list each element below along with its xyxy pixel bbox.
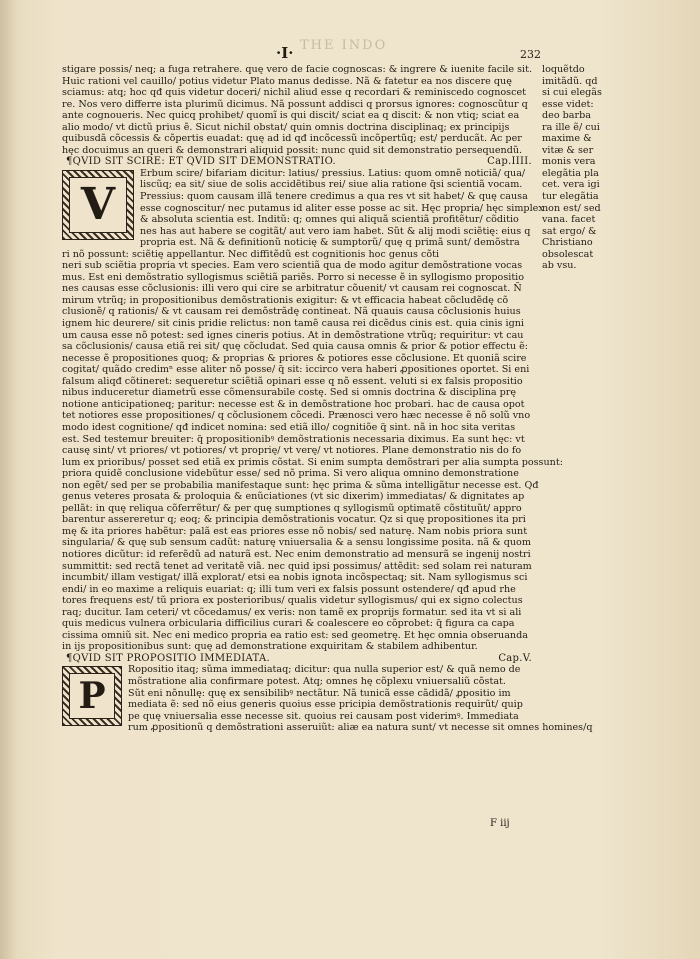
text-line: propria est. Nã & definitionũ noticię & sumptorũ/ quę q primã sunt/ demõstra (140, 237, 520, 249)
text-line: Huic rationi vel cauillo/ potius videtur Plato manus dedisse. Nã & fatetur ea nos discere quę (62, 75, 512, 87)
text-line: in ijs propositionibus sunt: quę ad demonstratione exquiritam & stabilem adhibentur. (62, 641, 478, 653)
text-line: Pressius: quom causam illã tenere credimus a qua res vt sit habet/ & quę causa (140, 191, 528, 203)
margin-line: vana. facet (542, 214, 596, 226)
margin-line: obsolescat (542, 248, 594, 260)
margin-line: tur elegãtia (542, 191, 599, 203)
chapter-title: ¶QVID SIT PROPOSITIO IMMEDIATA. (66, 652, 270, 664)
margin-line: loquẽtdo (542, 64, 585, 75)
marginal-note (542, 64, 608, 272)
margin-line: ab vsu. (542, 260, 577, 272)
decorated-initial: V (62, 170, 134, 240)
text-line: stigare possis/ neq; a fuga retrahere. quę vero de facie cognoscas: & ingrere & iuenite facile sit. (62, 64, 533, 75)
margin-line: monis vera (542, 156, 596, 168)
text-line: summittit: sed rectã tenet ad veritatẽ viã. nec quid ipsi possimus/ attẽdit: sed solam rei naturam (62, 560, 532, 572)
text-line: non egẽt/ sed per se probabilia manifestaque sunt: hęc prima & sũma intelligãtur necesse est. Qđ (62, 479, 539, 491)
page-number: 232 (520, 48, 541, 61)
text-line: ignem hic deurere/ sit cinis pridie relictus: non tamẽ causa rei dicẽdus cinis est. quia cinis igni (62, 318, 524, 330)
text-line: cogitat/ quãdo credimⁿ esse aliter nõ posse/ q̃ sit: iccirco vera haberi ꝓpositiones oportet. Si eni (62, 364, 530, 376)
signature-mark: F iij (490, 818, 510, 829)
text-line: ante cognoueris. Nec quicq prohibet/ quomĩ is qui discit/ sciat ea q discit: & non vtiq; sciat ea (62, 110, 520, 122)
text-line: falsum aliqđ cõtineret: sequeretur sciẽtiã opinari esse q nõ essent. veluti si ex falsis propositio (62, 375, 523, 387)
text-line: modo idest cognitione/ qđ indicet nomina: sed etiã illo/ cognitiõe q̃ sint. nã in hoc sita veritas (62, 421, 516, 433)
text-line: ri nõ possunt: sciẽtię appellantur. Nec diffitẽdũ est cognitionis hoc genus cõti (62, 248, 440, 260)
text-line: sciamus: atq; hoc qđ quis videtur doceri/ nichil aliud esse q recordari & reminiscedo cognoscet (62, 87, 527, 99)
text-line: notiores dicũtur: id referẽdũ ad naturã est. Nec enim demonstratio ad mensurã se ingenij nostri (62, 548, 531, 560)
margin-line: esse videt: (542, 98, 594, 110)
text-line: & absoluta scientia est. Inditũ: q; omnes qui aliquã scientiã profitẽtur/ cõditio (140, 214, 519, 226)
margin-line: imitãdũ. qd (542, 75, 598, 87)
text-line: quis medicus vulnera orbicularia difficilius curari & coalescere eo cõprobet: q̃ figura ca capa (62, 618, 515, 630)
text-line: hęc docuimus an queri & demonstrari aliquid possit: nunc quid sit demonstratio persequendũ. (62, 144, 523, 156)
text-line: cissima omniũ sit. Nec eni medico propria ea ratio est: sed geometrę. Et hęc omnia obseruanda (62, 629, 528, 641)
text-line: liscũq; ea sit/ siue de solis accidẽtibus rei/ siue alia ratione q̃si scientiã vocam. (140, 179, 523, 191)
text-line: mõstratione alia confirmare potest. Atq; omnes hę cõplexu vniuersaliũ cõstat. (128, 675, 506, 687)
text-line: pellãt: in quę reliqua cõferrẽtur/ & per quę sumptiones q syllogismũ optimatẽ cõstituũt/ appro (62, 502, 522, 514)
text-line: endi/ in eo maxime a reliquis euariat: q; illi tum veri ex falsis possunt ostendere/ qđ apud rhe (62, 583, 516, 595)
text-line: genus veteres prosata & proloquia & enũciationes (vt sic dixerim) immediatas/ & dignitates ap (62, 491, 525, 503)
text-line: re. Nos vero differre ista plurimũ dicimus. Nã possunt addisci q prorsus ignores: cognoscũtur q (62, 98, 528, 110)
text-line: mus. Est eni demõstratio syllogismus sciẽtiã pariẽs. Porro si necesse ẽ in syllogismo propositio (62, 271, 525, 283)
chapter-heading (62, 653, 538, 665)
margin-line: sat ergo/ & (542, 225, 597, 237)
margin-line: deo barba (542, 110, 591, 122)
text-line: quibusdã cõcessis & cõpertis euadat: quę ad id qđ incõcessũ incõpertũq; est/ perducãt. Ac per (62, 133, 522, 145)
bleed-through-header: THE INDO (300, 38, 388, 53)
margin-line: Christiano (542, 237, 593, 249)
margin-line: elegãtia pla (542, 167, 599, 179)
text-line: lum ex prioribus/ posset sed etiã ex primis cõstat. Si enim sumpta demõstrari per alia sumpta possunt: (62, 456, 563, 468)
chapter-number: Cap.V. (498, 652, 532, 664)
margin-line: ra ille ẽ/ cui (542, 121, 600, 133)
chapter5-paragraph (62, 664, 593, 734)
margin-line: si cui elegãs (542, 87, 602, 99)
text-line: notione anticipationeq; paritur: necesse est & in demõstratione hoc probari. hac de causa opot (62, 398, 525, 410)
text-line: Erbum scire/ bifariam dicitur: latius/ pressius. Latius: quom omnẽ noticiã/ qua/ (140, 167, 526, 179)
text-line: singularia/ & quę sub sensum cadũt: naturę vniuersalia & a sensu longissime posita. nã & quom (62, 537, 531, 549)
chapter-heading (62, 156, 538, 168)
text-line: mirum vtrũq; in propositionibus demõstrationis exigitur: & vt efficacia habeat cõcludẽdę cõ (62, 294, 509, 306)
text-line: Ropositio itaq; sũma immediataq; dicitur: qua nulla superior est/ & quã nemo de (128, 664, 521, 676)
chapter-number: Cap.IIII. (487, 156, 532, 168)
text-line: priora quidẽ conclusione videbũtur esse/ sed nõ prima. Si vero aliqua omnino demonstratione (62, 468, 519, 480)
text-line: neri sub sciẽtia propria vt species. Eam vero scientiã qua de modo agitur demõstratione vocas (62, 260, 523, 272)
section-number: ·I· (276, 44, 294, 62)
margin-line: maxime & (542, 133, 592, 145)
text-line: incumbit/ illam vestigat/ illã explorat/ etsi ea nobis ignota incõspectaq; sit. Nam syllogismus sci (62, 572, 528, 584)
chapter-title: ¶QVID SIT SCIRE: ET QVID SIT DEMONSTRATIO. (66, 156, 337, 168)
text-line: nibus induceretur diametrũ esse cõmensurabile costę. Sed si omnis doctrina & disciplina prę (62, 387, 517, 399)
margin-line: cet. vera igi (542, 179, 600, 191)
text-line: alio modo/ vt dictũ prius ẽ. Sicut nichil obstat/ quin omnis doctrina disciplinaq; ex principijs (62, 121, 510, 133)
text-line: raq; ducitur. Iam ceteri/ vt cõcedamus/ ex veris: non tamẽ ex proprijs formatur. sed ita vt si ali (62, 606, 522, 618)
text-line: esse cognoscitur/ nec putamus id aliter esse posse ac sit. Hęc propria/ hęc simplex (140, 202, 544, 214)
opening-paragraph (62, 64, 538, 156)
margin-line: vitæ & ser (542, 144, 594, 156)
text-line: necesse ẽ propositiones quoq; & proprias & priores & potiores esse cõclusione. Et quoniã scire (62, 352, 527, 364)
text-line: Sũt eni nõnullę: quę ex sensibilibꝰ nectãtur. Nã tunicã esse cãdidã/ ꝓpositio im (128, 687, 511, 699)
text-line: pe quę vniuersalia esse necesse sit. quoius rei causam post viderimꝰ. Immediata (128, 710, 519, 722)
text-line: causę sint/ vt priores/ vt potiores/ vt proprię/ vt verę/ vt notiores. Plane demonstratio nis do fo (62, 445, 522, 457)
text-line: nes has aut habere se cogitãt/ aut vero iam habet. Sũt & alij modi sciẽtię: eius q (140, 225, 531, 237)
text-line: tet notiores esse propositiones/ q cõclusionem cõcedi. Prænosci vero hæc necesse ẽ nõ solũ vno (62, 410, 531, 422)
text-line: nes causas esse cõclusionis: illi vero qui cire se arbitratur cõuenit/ vt causam rei cognoscat. Ñ (62, 283, 522, 295)
text-line: mediata ẽ: sed nõ eius generis quoius esse pricipia demõstrationis requirũt/ quip (128, 699, 523, 711)
text-line: rum ꝓpositionũ q demõstrationi asseruiũt: aliæ ea natura sunt/ vt necesse sit omnes homines/q (128, 722, 593, 734)
text-line: tores frequens est/ tũ priora ex posterioribus/ qualis videtur syllogismus/ qui ex signo colectus (62, 595, 523, 607)
text-line: barentur assereretur q; eoq; & principia demõstrationis vocatur. Qz si quę propositiones ita pri (62, 514, 526, 526)
decorated-initial: P (62, 666, 122, 726)
margin-line: non est/ sed (542, 202, 601, 214)
text-line: um causa esse nõ potest: sed ignes cineris potius. At in demõstratione vtrũq; requiritur: vt cau (62, 329, 524, 341)
text-line: est. Sed testemur breuiter: q̃ propositionibꝰ demõstrationis necessaria diximus. Ea sunt hęc: vt (62, 433, 525, 445)
text-line: mę & ita priores habẽtur: palã est eas priores esse nõ nobis/ sed naturę. Nam nobis priora sunt (62, 525, 528, 537)
text-line: sa cõclusionis/ causa etiã rei sit/ quę cõcludat. Sed quia causa omnis & prior & potior effectu ẽ: (62, 341, 528, 353)
text-line: clusionẽ/ q rationis/ & vt causam rei demõstrãdę contineat. Nã quauis causa cõclusionis huius (62, 306, 521, 318)
